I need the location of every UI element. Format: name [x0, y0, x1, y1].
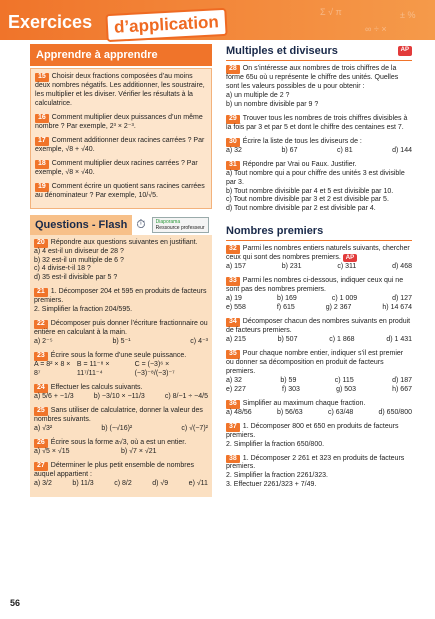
right-column — [226, 44, 412, 495]
section-flash — [30, 235, 212, 498]
flash-title: Questions - Flash — [30, 215, 132, 235]
decorative-math-pattern-icon — [315, 0, 435, 40]
exercise-36: 36 Simplifier au maximum chaque fraction. a) 48/56 b) 56/63 c) 63/48 d) 650/800 — [226, 399, 412, 416]
flash-header — [30, 215, 212, 235]
section-apprendre — [30, 68, 212, 208]
header-subtitle: d’application — [105, 8, 227, 42]
section-multiples-title: Multiples et diviseurs AP — [226, 44, 412, 61]
exercise-27: 27 Déterminer le plus petit ensemble de nombres auquel appartient : a) 3/2 b) 11/3 c) 8/2 d) √9 e) √11 — [34, 461, 208, 487]
exercise-20: 20 Répondre aux questions suivantes en justifiant. a) 4 est-il un diviseur de 28 ? b) 32 est-il un multiple de 6 ? c) 4 divise-t-il 18 ? d) 35 est-il divisible par 5 ? — [34, 238, 198, 282]
page-number: 56 — [10, 598, 21, 608]
exercise-17: 17 Comment additionner deux racines carrées ? Par exemple, √8 + √40. — [35, 136, 205, 153]
exercise-31: 31 Répondre par Vrai ou Faux. Justifier. a) Tout nombre qui a pour chiffre des unités 3 est divisible par 3. b) Tout nombre divisible par 4 et 5 est divisible par 10. c) Tout nombre divisible par 3 et 2 est divisible par 5. d) Tout nombre divisible par 2 est divisible par 4. — [226, 160, 405, 213]
exercise-23: 23 Écrire sous la forme d’une seule puissance. A = 8² × 8 × 8⁷ B = 11⁻⁸ × 11⁷/11⁻⁴ C = (−3)⁶ × (−3)⁻⁸/(−3)⁻⁷ — [34, 352, 187, 377]
stopwatch-icon: ⏱ — [136, 216, 146, 231]
ap-badge: AP — [343, 254, 357, 262]
section-apprendre-title: Apprendre à apprendre — [30, 44, 212, 66]
exercise-35: 35 Pour chaque nombre entier, indiquer s’il est premier ou donner sa décomposition en produit de facteurs premiers. a) 32 b) 59 c) 115 d) 187 e) 227 f) 303 g) 503 h) 667 — [226, 349, 412, 393]
exercise-15: 15 Choisir deux fractions composées d’au moins deux nombres négatifs. Les additionner, les soustraire, les multiplier et les diviser. Vérifier les résultats à la calculatrice. — [35, 73, 205, 107]
exercise-21: 21 1. Décomposer 204 et 595 en produits de facteurs premiers. 2. Simplifier la fraction 204/595. — [34, 288, 207, 314]
header-band — [0, 0, 435, 40]
exercise-28: 28 On s’intéresse aux nombres de trois chiffres de la forme 65u où u représente le chiffre des unités. Quelles sont les valeurs possibles de u pour obtenir : a) un multiple de 2 ? b) un nombre divisible par 9 ? — [226, 65, 399, 108]
exercise-32: 32 Parmi les nombres entiers naturels suivants, chercher ceux qui sont des nombres premiers. AP a) 157 b) 231 c) 311 d) 468 — [226, 245, 412, 271]
section-premiers-title: Nombres premiers — [226, 224, 412, 241]
exercise-29: 29 Trouver tous les nombres de trois chiffres divisibles à la fois par 3 et par 5 et dont le chiffre des centaines est 7. — [226, 114, 408, 131]
resource-badge[interactable]: Diaporama Ressource professeur — [152, 217, 209, 233]
exercise-18: 18 Comment multiplier deux racines carrées ? Par exemple, √8 × √40. — [35, 159, 198, 176]
exercise-25: 25 Sans utiliser de calculatrice, donner la valeur des nombres suivants. a) √3² b) (−√16)² c) √(−7)² — [34, 406, 208, 432]
exercise-16: 16 Comment multiplier deux puissances d’un même nombre ? Par exemple, 2³ × 2⁻³. — [35, 113, 203, 130]
svg-text:Σ √ π: Σ √ π — [320, 7, 342, 17]
exercise-34: 34 Décomposer chacun des nombres suivants en produit de facteurs premiers. a) 215 b) 507 c) 1 868 d) 1 431 — [226, 318, 412, 344]
exercise-38: 38 1. Décomposer 2 261 et 323 en produits de facteurs premiers. 2. Simplifier la fraction 2261/323. 3. Effectuer 2261/323 + 7/49. — [226, 454, 405, 489]
svg-text:∞ ÷ ×: ∞ ÷ × — [365, 24, 387, 34]
ap-badge: AP — [398, 46, 412, 56]
exercise-26: 26 Écrire sous la forme a√3, où a est un entier. a) √5 × √15 b) √7 × √21 — [34, 438, 187, 455]
exercise-33: 33 Parmi les nombres ci-dessous, indiquer ceux qui ne sont pas des nombres premiers. a) 19 b) 169 c) 1 009 d) 127 e) 558 f) 615 g) 2 367 h) 14 674 — [226, 277, 412, 312]
header-title: Exercices — [8, 12, 93, 32]
exercise-24: 24 Effectuer les calculs suivants. a) 5/6 + −1/3 b) −3/10 × −11/3 c) 8/−1 ÷ −4/5 — [34, 383, 208, 400]
exercise-37: 37 1. Décomposer 800 et 650 en produits de facteurs premiers. 2. Simplifier la fraction 650/800. — [226, 422, 399, 448]
exercise-22: 22 Décomposer puis donner l’écriture fractionnaire ou entière en calculant à la main. a) 2⁻⁵ b) 5⁻¹ c) 4⁻³ — [34, 320, 208, 346]
exercise-30: 30 Écrire la liste de tous les diviseurs de : a) 32 b) 67 c) 81 d) 144 — [226, 137, 412, 154]
left-column — [30, 44, 212, 497]
exercise-19: 19 Comment écrire un quotient sans racines carrées au dénominateur ? Par exemple, 10/√5. — [35, 182, 205, 199]
svg-text:± %: ± % — [400, 10, 416, 20]
